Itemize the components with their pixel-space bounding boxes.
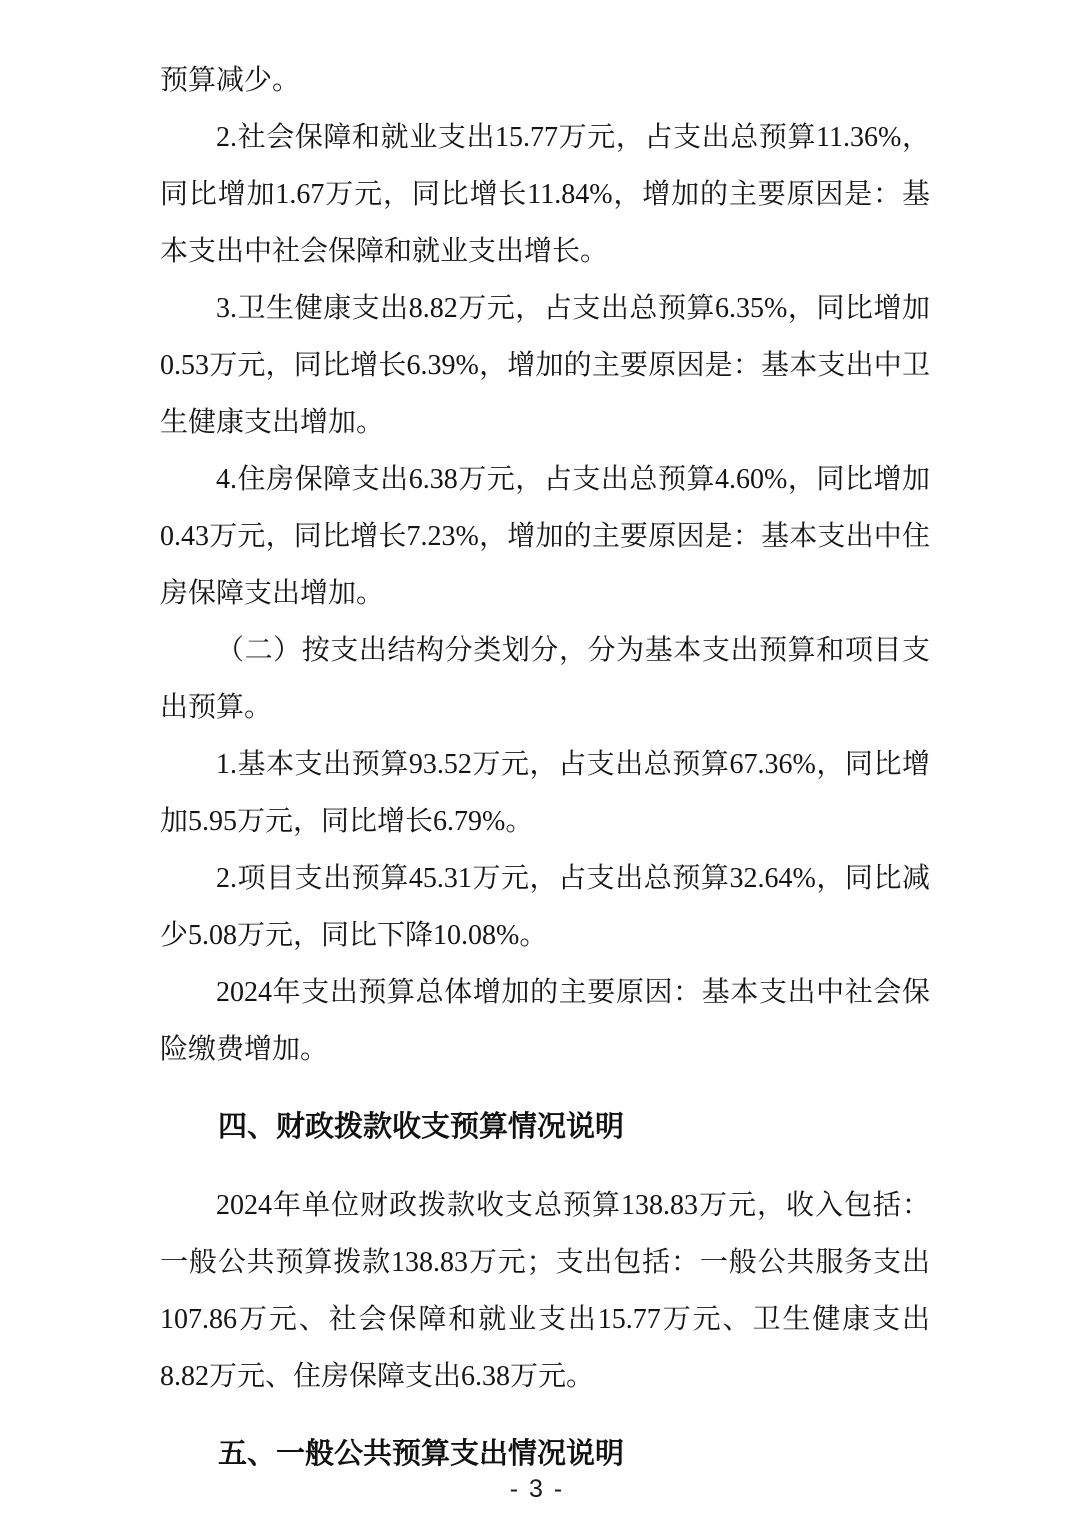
paragraph: 2024年单位财政拨款收支总预算138.83万元，收入包括：一般公共预算拨款138.83万元；支出包括：一般公共服务支出107.86万元、社会保障和就业支出15.77万元、卫生健康支出8.82万元、住房保障支出6.38万元。: [160, 1190, 930, 1392]
paragraph: 2.社会保障和就业支出15.77万元，占支出总预算11.36%，同比增加1.67万元，同比增长11.84%，增加的主要原因是：基本支出中社会保障和就业支出增长。: [160, 122, 930, 267]
section-heading: 四、财政拨款收支预算情况说明: [218, 1111, 625, 1143]
paragraph: （二）按支出结构分类划分，分为基本支出预算和项目支出预算。: [160, 635, 930, 723]
page-number: - 3 -: [509, 1475, 565, 1503]
paragraph: 2.项目支出预算45.31万元，占支出总预算32.64%，同比减少5.08万元，同比下降10.08%。: [160, 863, 930, 951]
paragraph: 2024年支出预算总体增加的主要原因：基本支出中社会保险缴费增加。: [160, 977, 930, 1065]
paragraph: 预算减少。: [160, 65, 301, 96]
paragraph: 3.卫生健康支出8.82万元，占支出总预算6.35%，同比增加0.53万元，同比增长6.39%，增加的主要原因是：基本支出中卫生健康支出增加。: [160, 293, 930, 438]
paragraph: 4.住房保障支出6.38万元，占支出总预算4.60%，同比增加0.43万元，同比增长7.23%，增加的主要原因是：基本支出中住房保障支出增加。: [160, 464, 930, 609]
document-body: [160, 52, 930, 1483]
section-heading: 五、一般公共预算支出情况说明: [218, 1438, 625, 1470]
paragraph: 1.基本支出预算93.52万元，占支出总预算67.36%，同比增加5.95万元，同比增长6.79%。: [160, 749, 930, 837]
